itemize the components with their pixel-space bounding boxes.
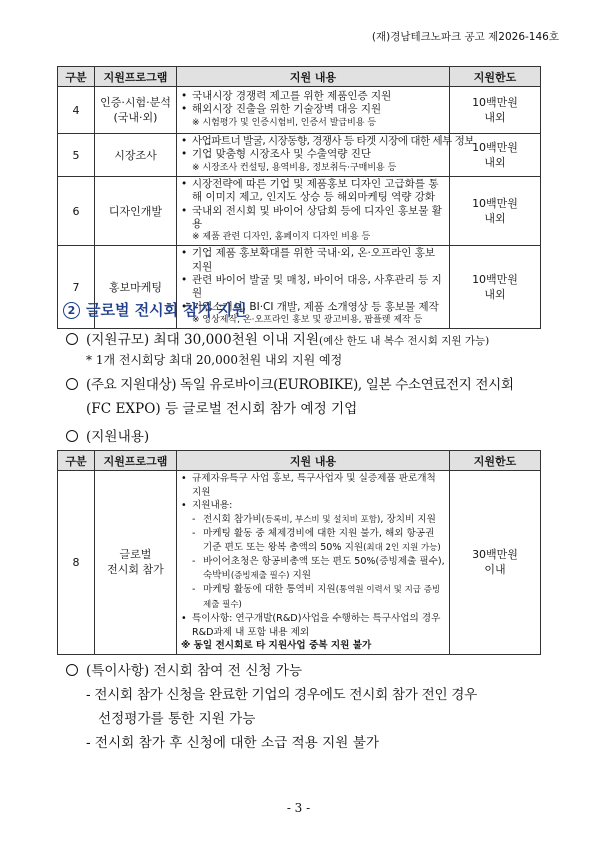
bullet-note: * 1개 전시회당 최대 20,000천원 내외 지원 예정	[86, 353, 343, 367]
limit-cell	[450, 471, 541, 655]
circle-bullet-icon	[66, 378, 78, 390]
bullet-target-cont: (FC EXPO) 등 글로벌 전시회 참가 예정 기업	[86, 401, 358, 417]
support-table-1	[57, 66, 541, 329]
bullet-support-scale	[66, 328, 489, 348]
special-detail: - 전시회 참가 신청을 완료한 기업의 경우에도 전시회 참가 전인 경우	[86, 687, 477, 703]
limit-value: 내외	[484, 111, 506, 124]
limit-value: 내외	[484, 288, 506, 302]
bullet-small-text: (예산 한도 내 복수 전시회 지원 가능)	[319, 335, 490, 347]
content-sub-item	[181, 555, 445, 583]
content-sub-item	[181, 513, 445, 528]
program-label: 전시회 참가	[107, 563, 164, 577]
program-cell	[95, 471, 177, 655]
sub-small-text: (등록비, 부스비 및 설치비 포함)	[261, 514, 381, 525]
content-note: ※ 동일 전시회로 타 지원사업 중복 지원 불가	[181, 640, 372, 651]
table-row	[58, 177, 541, 246]
program-label: (국내·외)	[113, 111, 158, 124]
sub-text: 마케팅 활동 중 체제경비에 대한 지원 불가, 해외 항공권 기준 편도 또는 왕복 총액의 50% 지원	[203, 528, 435, 553]
content-item: • 국내외 전시회 및 바이어 상담회 등에 디자인 홍보물 활용	[181, 205, 445, 232]
limit-cell	[450, 177, 541, 246]
bullet-target	[66, 373, 514, 393]
limit-cell	[450, 246, 541, 329]
section-heading	[63, 299, 247, 320]
sub-text: 지원	[289, 569, 312, 581]
content-note: ※ 시험평가 및 인증시험비, 인증서 발급비용 등	[192, 117, 377, 128]
limit-value: 10백만원	[472, 197, 518, 211]
content-item: • 국내시장 경쟁력 제고를 위한 제품인증 지원	[181, 90, 445, 103]
content-cell	[177, 471, 450, 655]
limit-cell	[450, 87, 541, 134]
content-note: ※ 시장조사 컨설팅, 용역비용, 정보취득·구매비용 등	[192, 162, 397, 173]
content-cell	[177, 134, 474, 177]
sub-text: 전시회 참가비	[203, 513, 262, 525]
sub-small-text: (증빙제출 필수)	[230, 570, 290, 581]
table-row	[58, 471, 541, 655]
limit-value: 내외	[484, 212, 506, 226]
program-label: 홍보마케팅	[108, 280, 163, 294]
sub-small-text: (최대 2인 지원 가능)	[363, 542, 441, 553]
col-header: 지원한도	[450, 67, 541, 87]
sub-small-text: (통역원 이력서 및 지급 증빙 제출 필수)	[203, 585, 441, 610]
page-number: - 3 -	[286, 801, 311, 815]
content-cell	[177, 177, 450, 246]
table-row	[58, 134, 541, 177]
program-cell	[95, 134, 177, 177]
section-number: 2	[63, 302, 80, 319]
row-no: 8	[58, 471, 95, 655]
bullet-text: (특이사항) 전시회 참여 전 신청 가능	[86, 663, 303, 679]
content-item: • 기업소개서, BI·CI 개발, 제품 소개영상 등 홍보물 제작	[181, 301, 445, 314]
col-header: 지원프로그램	[95, 67, 177, 87]
content-item: • 특이사항: 연구개발(R&D)사업을 수행하는 특구사업의 경우 R&D과제 내 포함 내용 제외	[181, 612, 445, 639]
limit-value: 30백만원	[472, 548, 518, 562]
row-no: 6	[58, 177, 95, 246]
limit-value: 10백만원	[472, 96, 518, 109]
row-no: 5	[58, 134, 95, 177]
content-item: • 규제자유특구 사업 홍보, 특구사업자 및 실증제품 판로개척 지원	[181, 472, 445, 499]
content-note: ※ 제품 관련 디자인, 홈페이지 디자인 비용 등	[192, 232, 371, 243]
special-note	[66, 659, 302, 679]
col-header: 지원프로그램	[95, 451, 177, 471]
content-item: • 기업 맞춤형 시장조사 및 수출역량 진단	[181, 148, 445, 161]
support-table-2	[57, 450, 541, 655]
limit-value: 내외	[484, 156, 506, 169]
limit-value: 10백만원	[472, 141, 518, 154]
content-sub-item	[181, 583, 445, 612]
bullet-text: (주요 지원대상) 독일 유로바이크(EUROBIKE), 일본 수소연료전지 전시회	[86, 377, 514, 393]
section-title: 글로벌 전시회 참가 지원	[86, 301, 247, 319]
col-header: 지원 내용	[177, 67, 450, 87]
sub-text: 바이어초청은 항공비총액 또는 편도 50%(증빙제출 필수), 숙박비	[203, 556, 445, 581]
program-label: 인증·시험·분석	[100, 96, 171, 109]
announcement-number: (재)경남테크노파크 공고 제2026-146호	[371, 31, 559, 43]
content-note: ※ 영상제작, 온·오프라인 홍보 및 광고비용, 팜플렛 제작 등	[192, 314, 423, 325]
bullet-content	[66, 425, 149, 445]
content-cell	[177, 87, 450, 134]
col-header: 지원 내용	[177, 451, 450, 471]
program-cell	[95, 177, 177, 246]
content-item: • 기업 제품 홍보확대를 위한 국내·외, 온·오프라인 홍보 지원	[181, 247, 445, 274]
circle-bullet-icon	[66, 333, 78, 345]
bullet-text: (지원내용)	[86, 429, 150, 445]
table-row	[58, 87, 541, 134]
circle-bullet-icon	[66, 664, 78, 676]
content-item: • 사업파트너 발굴, 시장동향, 경쟁사 등 타겟 시장에 대한 세부 정보	[181, 135, 445, 148]
col-header: 구분	[58, 67, 95, 87]
content-item: • 관련 바이어 발굴 및 매칭, 바이어 대응, 사후관리 등 지원	[181, 274, 445, 301]
content-sub-item	[181, 527, 445, 555]
special-detail: - 전시회 참가 후 신청에 대한 소급 적용 지원 불가	[86, 735, 379, 751]
limit-value: 10백만원	[472, 273, 518, 287]
program-cell	[95, 87, 177, 134]
content-item: • 시장전략에 따른 기업 및 제품홍보 디자인 고급화를 통해 이미지 제고, 인지도 상승 등 해외마케팅 역량 강화	[181, 178, 445, 205]
row-no: 4	[58, 87, 95, 134]
program-label: 디자인개발	[108, 204, 163, 218]
sub-text: 마케팅 활동에 대한 통역비 지원	[203, 584, 336, 595]
table-header	[58, 451, 541, 471]
sub-text: , 장치비 지원	[380, 513, 436, 525]
row-no: 7	[58, 246, 95, 329]
limit-value: 이내	[484, 563, 506, 577]
table-header	[58, 67, 541, 87]
content-item: • 지원내용:	[181, 499, 445, 513]
col-header: 지원한도	[450, 451, 541, 471]
program-label: 시장조사	[114, 148, 157, 162]
content-item: • 해외시장 진출을 위한 기술장벽 대응 지원	[181, 103, 445, 116]
program-label: 글로벌	[119, 548, 152, 562]
special-detail-cont: 선정평가를 통한 지원 가능	[98, 711, 256, 727]
circle-bullet-icon	[66, 430, 78, 442]
bullet-text: (지원규모) 최대 30,000천원 이내 지원	[86, 332, 320, 348]
col-header: 구분	[58, 451, 95, 471]
